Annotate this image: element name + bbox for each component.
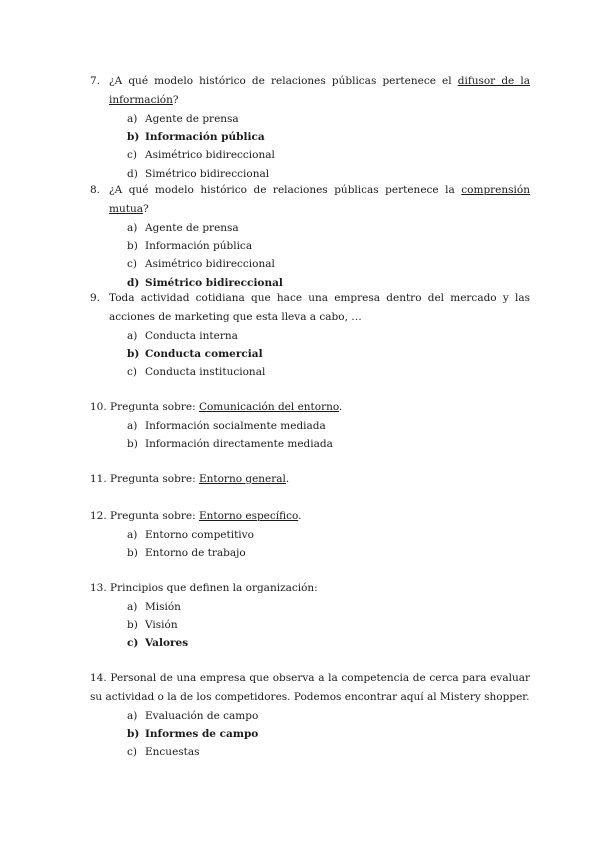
question-text: 14. Personal de una empresa que observa a la competencia de cerca para evaluar su actividad o la de los competidores. Podemos encontrar aquí al Mistery shopper.	[90, 672, 530, 703]
question-stem	[90, 579, 530, 598]
question-stem	[90, 398, 530, 417]
question-stem	[90, 289, 530, 327]
question-text-end: .	[298, 510, 302, 522]
question-text: Toda actividad cotidiana que hace una empresa dentro del mercado y las acciones de marketing que esta lleva a cabo, …	[109, 292, 530, 323]
option-c: c) Asimétrico bidireccional	[127, 258, 275, 271]
question-number: 8.	[90, 184, 101, 196]
option-d-correct: d) Simétrico bidireccional	[127, 276, 283, 289]
underlined-term: difusor de la información	[109, 75, 530, 106]
option-a: a) Información socialmente mediada	[127, 420, 326, 432]
option-b-correct: b) Conducta comercial	[127, 348, 263, 361]
question-12	[90, 507, 530, 562]
question-13	[90, 579, 530, 653]
option-a: a) Agente de prensa	[127, 113, 239, 125]
question-text: Pregunta sobre:	[110, 401, 199, 413]
option-a: a) Evaluación de campo	[127, 710, 259, 722]
question-text-end: ?	[142, 203, 149, 215]
options-list	[127, 219, 530, 292]
underlined-term: comprensión mutua	[109, 184, 530, 215]
question-7	[90, 72, 530, 183]
option-b: b) Visión	[127, 619, 178, 632]
question-number-inline: 13.	[90, 582, 111, 594]
underlined-term: Entorno general	[198, 473, 286, 485]
question-stem	[90, 72, 530, 110]
option-a: a) Agente de prensa	[127, 222, 239, 234]
option-d: d) Simétrico bidireccional	[127, 167, 270, 180]
question-text: ¿A qué modelo histórico de relaciones públicas pertenece la	[109, 184, 462, 196]
question-stem	[90, 181, 530, 219]
option-a: a) Misión	[127, 601, 181, 613]
question-text-end: .	[285, 473, 290, 485]
option-b-correct: b) Información pública	[127, 131, 265, 144]
option-b: b) Información directamente mediada	[127, 438, 333, 451]
question-number-inline: 10.	[90, 401, 111, 413]
option-c: c) Encuestas	[127, 746, 200, 759]
question-text: Pregunta sobre:	[110, 473, 199, 485]
options-list	[127, 707, 530, 762]
question-text: 13. Principios que definen la organización:	[90, 582, 318, 594]
question-number: 9.	[90, 292, 101, 304]
question-11	[90, 470, 530, 489]
option-c: c) Conducta institucional	[127, 366, 266, 379]
underlined-term: Comunicación del entorno	[198, 401, 340, 413]
question-number-inline: 12.	[90, 510, 111, 522]
question-text: ¿A qué modelo histórico de relaciones públicas pertenece el	[109, 75, 458, 87]
option-c-correct: c) Valores	[127, 637, 189, 650]
option-b-correct: b) Informes de campo	[127, 728, 259, 741]
option-a: a) Entorno competitivo	[127, 529, 254, 541]
question-9	[90, 289, 530, 382]
options-list	[127, 110, 530, 183]
options-list	[127, 598, 530, 653]
question-8	[90, 181, 530, 292]
question-text-end: ?	[172, 94, 179, 106]
underlined-term: Entorno específico	[198, 510, 299, 522]
question-number-inline: 14.	[90, 672, 111, 684]
question-14	[90, 669, 530, 762]
options-list	[127, 526, 530, 562]
question-number-inline: 11.	[90, 473, 111, 485]
question-text: Pregunta sobre:	[110, 510, 199, 522]
option-b: b) Entorno de trabajo	[127, 547, 246, 560]
question-number: 7.	[90, 75, 101, 87]
question-stem	[90, 669, 530, 707]
options-list	[127, 417, 530, 453]
option-a: a) Conducta interna	[127, 330, 238, 342]
question-stem	[90, 507, 530, 526]
question-stem	[90, 470, 530, 489]
option-b: b) Información pública	[127, 240, 253, 253]
options-list	[127, 327, 530, 382]
question-10	[90, 398, 530, 453]
question-text-end: .	[339, 401, 343, 413]
option-c: c) Asimétrico bidireccional	[127, 149, 275, 162]
